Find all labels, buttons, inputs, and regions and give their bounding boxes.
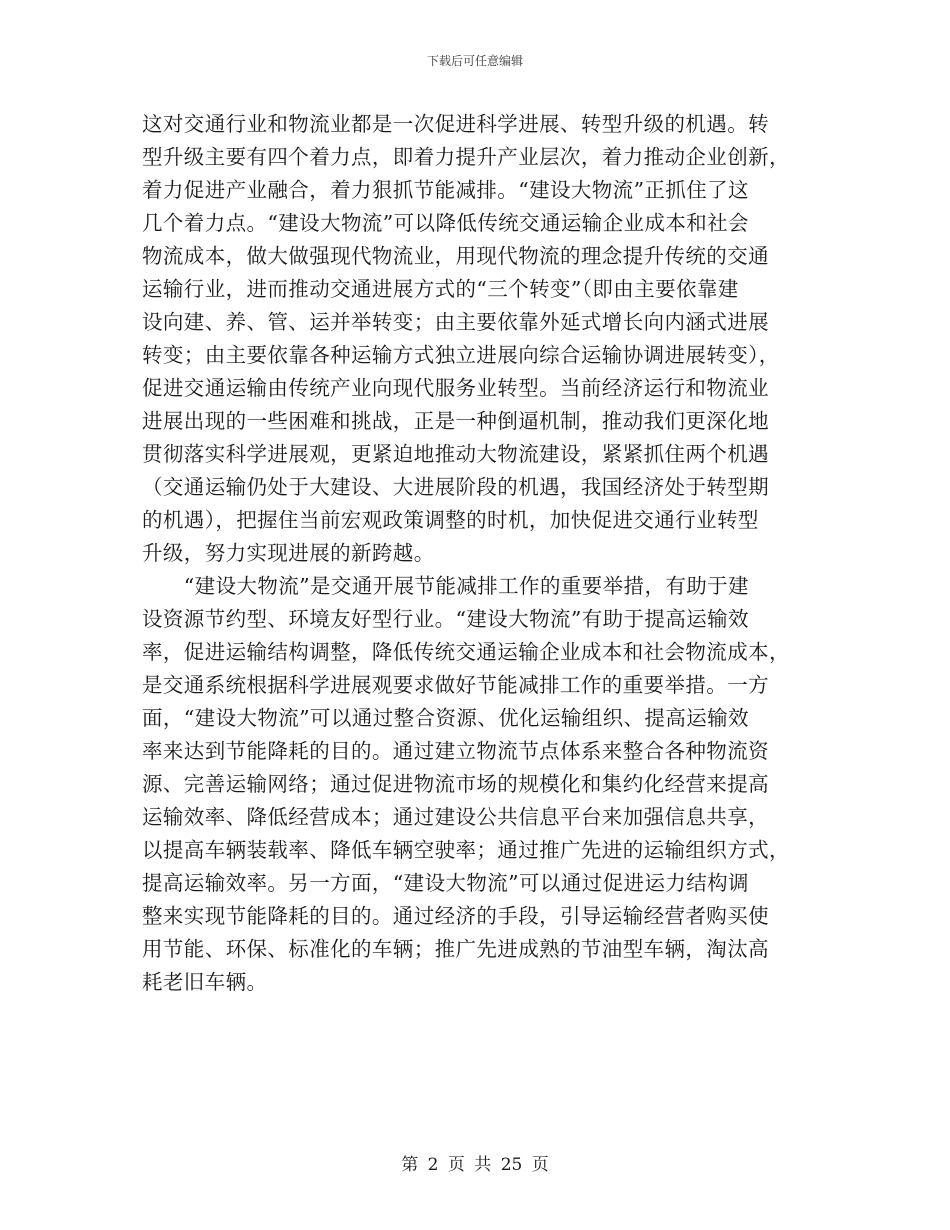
text-line: 源、完善运输网络；通过促进物流市场的规模化和集约化经营来提高: [142, 772, 769, 796]
text-line: 的机遇），把握住当前宏观政策调整的时机，加快促进交通行业转型: [142, 508, 759, 532]
page-header: 下载后可任意编辑: [426, 54, 523, 68]
text-line: “建设大物流”是交通开展节能减排工作的重要举措，有助于建: [142, 574, 749, 598]
text-line: 进展出现的一些困难和挑战，正是一种倒逼机制，推动我们更深化地: [142, 409, 769, 433]
text-line: 运输行业，进而推动交通进展方式的“三个转变”（即由主要依靠建: [142, 277, 739, 301]
text-line: 用节能、环保、标准化的车辆；推广先进成熟的节油型车辆，淘汰高: [142, 937, 769, 961]
text-line: 型升级主要有四个着力点，即着力提升产业层次，着力推动企业创新，: [142, 145, 790, 169]
document-body: [142, 108, 806, 999]
text-line: 升级，努力实现进展的新跨越。: [142, 541, 435, 565]
text-line: 是交通系统根据科学进展观要求做好节能减排工作的重要举措。一方: [142, 673, 769, 697]
text-line: 整来实现节能降耗的目的。通过经济的手段，引导运输经营者购买使: [142, 904, 769, 928]
text-line: 耗老旧车辆。: [142, 970, 268, 994]
text-line: 面，“建设大物流”可以通过整合资源、优化运输组织、提高运输效: [142, 706, 749, 730]
text-line: 着力促进产业融合，着力狠抓节能减排。“建设大物流”正抓住了这: [142, 178, 749, 202]
text-line: 几个着力点。“建设大物流”可以降低传统交通运输企业成本和社会: [142, 211, 749, 235]
page-footer: 第 2 页 共 25 页: [401, 1155, 549, 1175]
text-line: 提高运输效率。另一方面，“建设大物流”可以通过促进运力结构调: [142, 871, 749, 895]
text-line: 贯彻落实科学进展观，更紧迫地推动大物流建设，紧紧抓住两个机遇: [142, 442, 769, 466]
text-line: 设向建、养、管、运并举转变；由主要依靠外延式增长向内涵式进展: [142, 310, 769, 334]
text-line: 运输效率、降低经营成本；通过建设公共信息平台来加强信息共享，: [142, 805, 769, 829]
text-line: （交通运输仍处于大建设、大进展阶段的机遇，我国经济处于转型期: [142, 475, 769, 499]
text-line: 物流成本，做大做强现代物流业，用现代物流的理念提升传统的交通: [142, 244, 769, 268]
text-line: 设资源节约型、环境友好型行业。“建设大物流”有助于提高运输效: [142, 607, 749, 631]
text-line: 以提高车辆装载率、降低车辆空驶率；通过推广先进的运输组织方式，: [142, 838, 790, 862]
text-line: 率，促进运输结构调整，降低传统交通运输企业成本和社会物流成本，: [142, 640, 790, 664]
text-line: 率来达到节能降耗的目的。通过建立物流节点体系来整合各种物流资: [142, 739, 769, 763]
text-line: 这对交通行业和物流业都是一次促进科学进展、转型升级的机遇。转: [142, 112, 769, 136]
text-line: 促进交通运输由传统产业向现代服务业转型。当前经济运行和物流业: [142, 376, 769, 400]
text-line: 转变；由主要依靠各种运输方式独立进展向综合运输协调进展转变），: [142, 343, 780, 367]
